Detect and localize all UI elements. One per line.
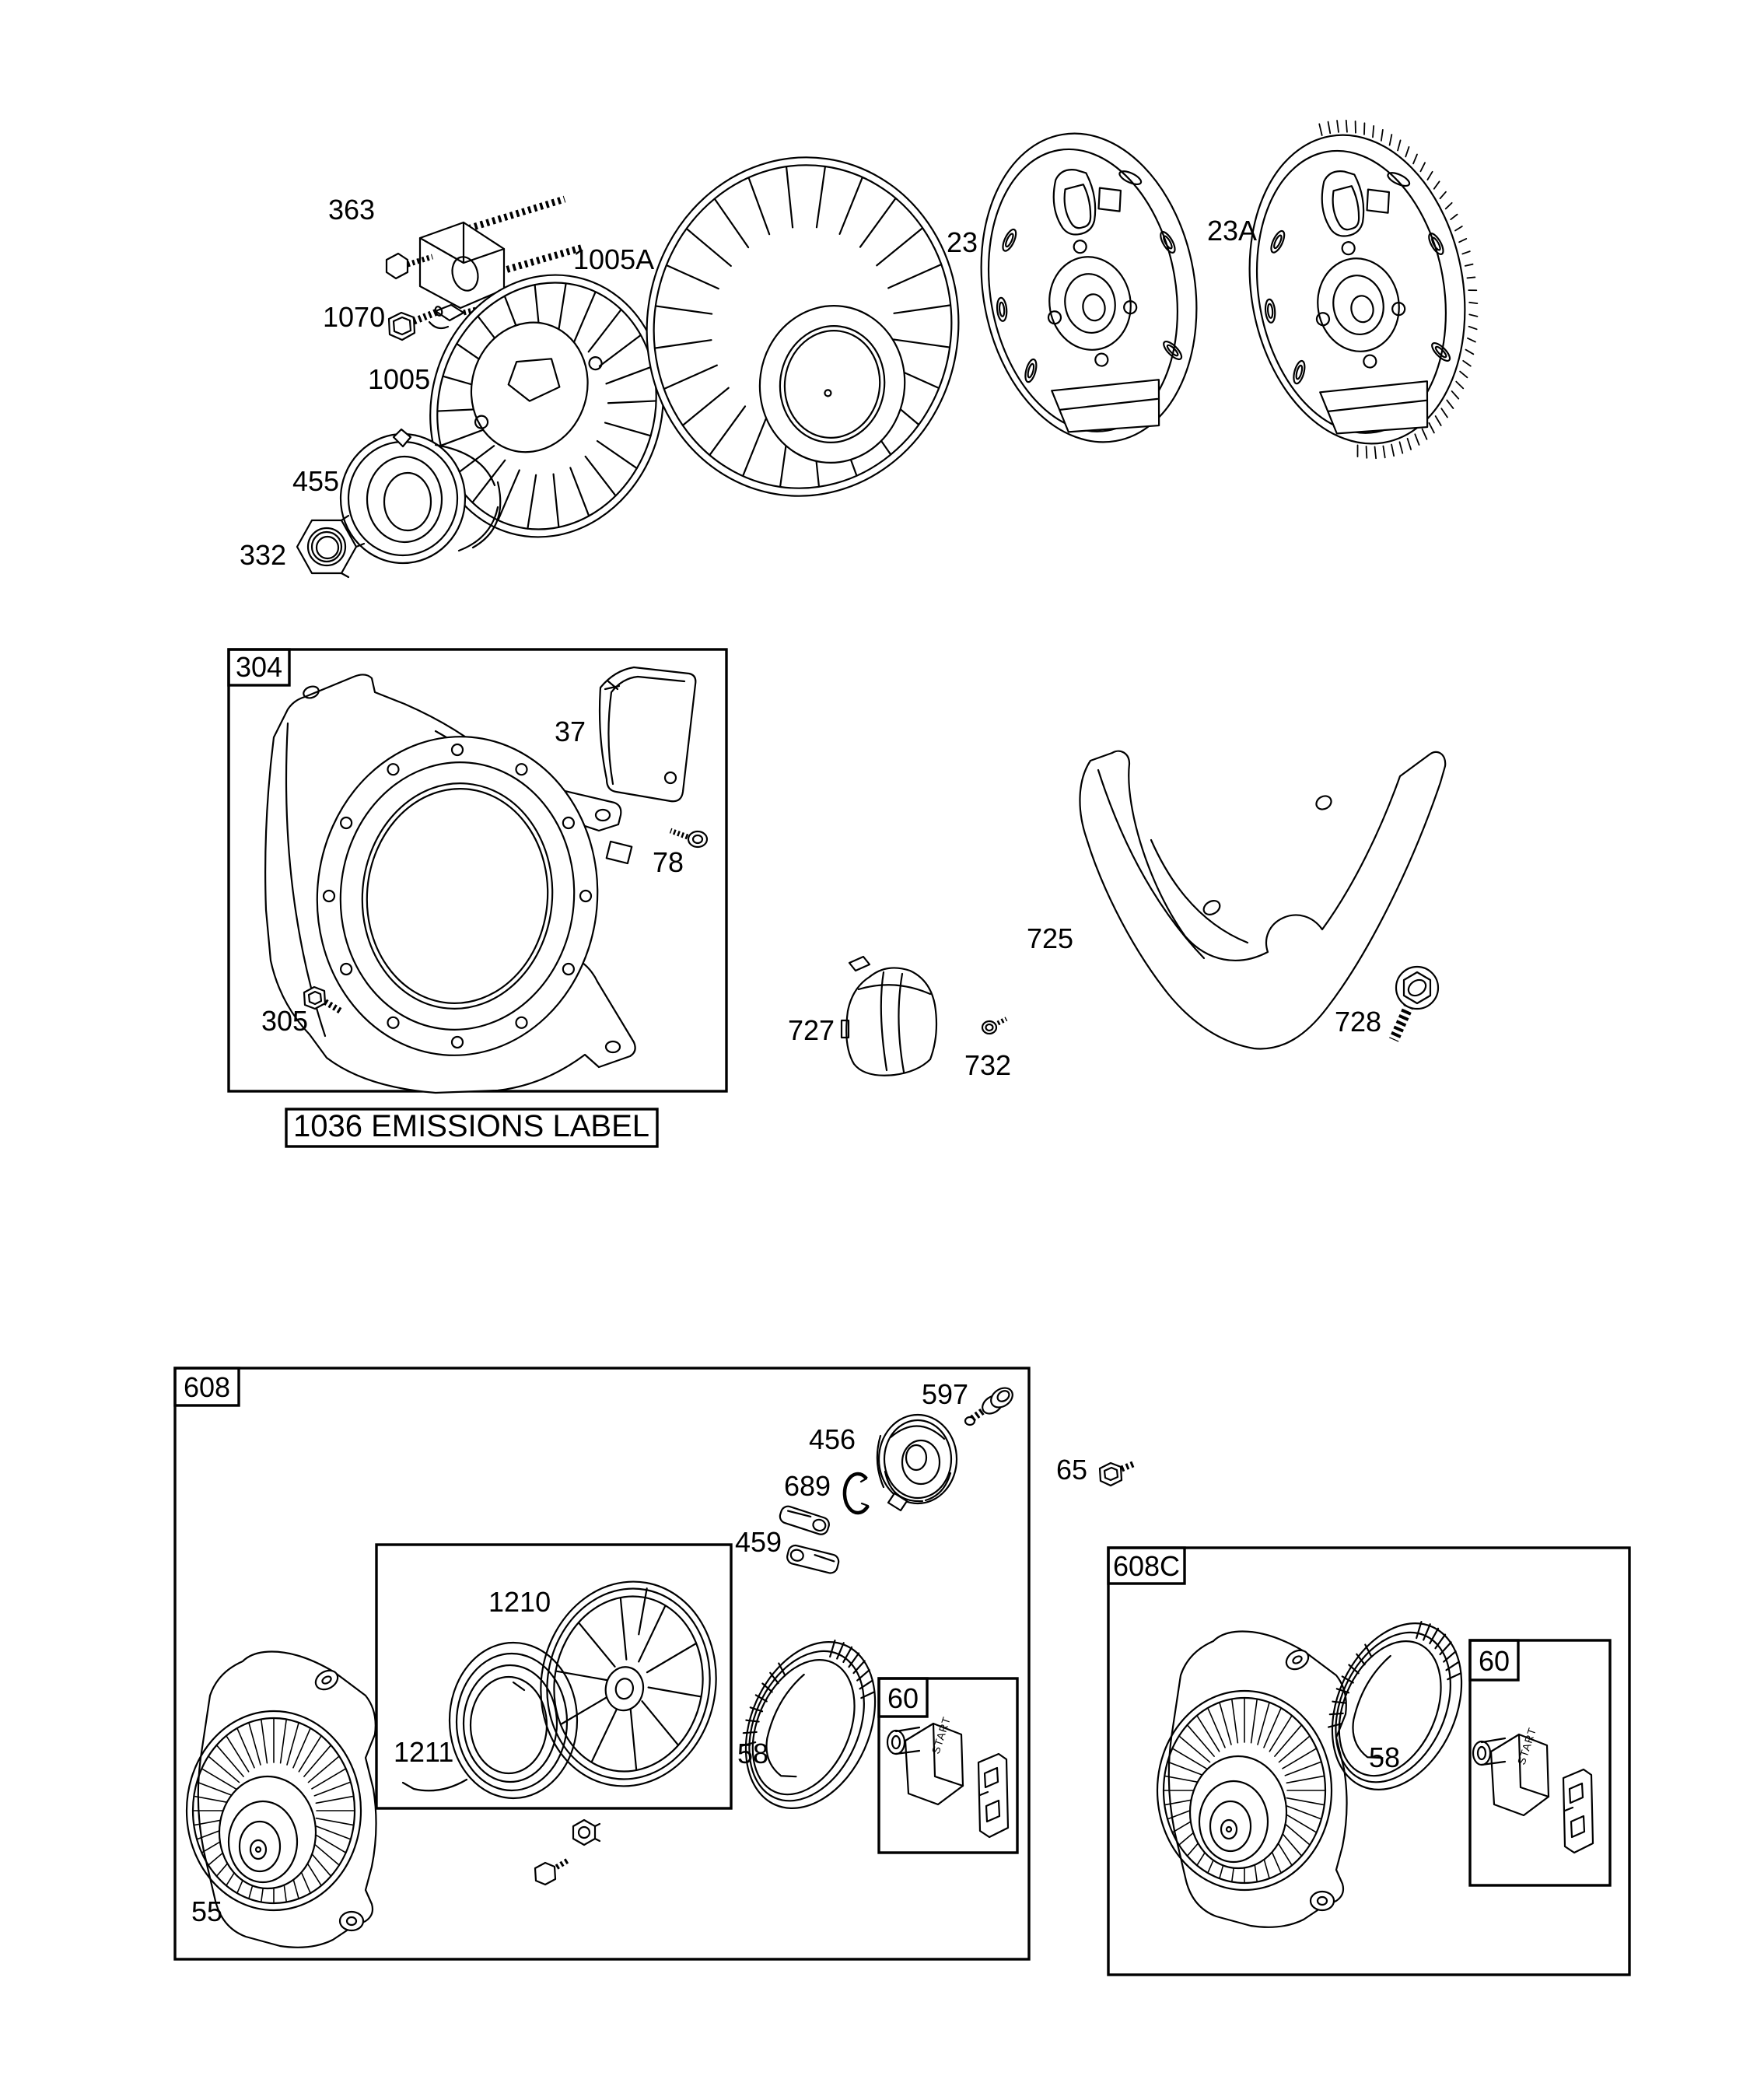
part-78-screw-drawing [670, 831, 707, 847]
callout-332: 332 [240, 539, 287, 571]
callout-455: 455 [292, 465, 340, 497]
callout-728: 728 [1335, 1006, 1382, 1038]
callout-305: 305 [261, 1005, 309, 1037]
part-727-cover-drawing [842, 957, 936, 1076]
part-60-handle-608C-drawing [1473, 1734, 1549, 1815]
part-23-flywheel-drawing [957, 116, 1220, 459]
callout-37: 37 [555, 716, 586, 747]
part-459-pawls-drawing [779, 1504, 841, 1574]
callout-1211: 1211 [394, 1736, 454, 1768]
part-456-clutch-drawing [877, 1415, 957, 1510]
part-728-bolt-drawing [1394, 967, 1438, 1040]
callout-732: 732 [964, 1049, 1012, 1081]
callout-1210: 1210 [488, 1586, 551, 1618]
part-60-rope-guide-608C-drawing [1563, 1769, 1593, 1853]
part-60-handle-drawing [887, 1724, 963, 1804]
part-608C-housing-drawing [1157, 1632, 1347, 1927]
callout-689: 689 [784, 1470, 831, 1502]
part-37-plate-drawing [600, 667, 695, 801]
callout-456: 456 [809, 1423, 856, 1455]
part-60-rope-guide-drawing [978, 1754, 1008, 1837]
box-label-608: 608 [183, 1371, 231, 1403]
box-label-608C: 608C [1112, 1550, 1181, 1582]
part-23A-flywheel-drawing [1226, 117, 1488, 460]
part-597-screw-drawing [965, 1384, 1017, 1425]
callout-1070: 1070 [323, 301, 386, 333]
callout-23: 23 [947, 226, 978, 258]
handle-start-text-608: START [929, 1714, 954, 1755]
part-1210-pulley-drawing [525, 1568, 732, 1801]
callout-58-608C: 58 [1369, 1741, 1401, 1773]
callout-65: 65 [1056, 1454, 1088, 1486]
part-58-rope-drawing [719, 1619, 901, 1829]
box-label-60-608: 60 [887, 1682, 919, 1714]
callout-727: 727 [788, 1014, 835, 1046]
part-1005A-fan-drawing [625, 137, 981, 516]
callout-23A: 23A [1207, 215, 1258, 247]
callout-1005A: 1005A [573, 243, 655, 275]
part-unlabeled-bolt-drawing [535, 1860, 568, 1885]
callout-1005: 1005 [368, 363, 431, 395]
callout-78: 78 [653, 846, 684, 878]
box-label-60-608C: 60 [1478, 1645, 1510, 1677]
callout-459: 459 [735, 1526, 782, 1558]
part-689-retaining-ring-drawing [845, 1474, 868, 1513]
callout-58-608: 58 [737, 1738, 769, 1769]
handle-start-text-608C: START [1514, 1725, 1539, 1766]
part-725-heat-shield-drawing [1080, 751, 1445, 1049]
part-732-screw-drawing [982, 1019, 1006, 1034]
part-65-screw-drawing [1100, 1463, 1134, 1486]
callout-55: 55 [191, 1895, 223, 1927]
callout-363: 363 [328, 194, 376, 226]
box-label-304: 304 [235, 651, 283, 683]
part-unlabeled-nut-drawing [573, 1820, 600, 1845]
callout-725: 725 [1027, 922, 1074, 954]
part-1070-bolt-drawing [389, 306, 443, 340]
callout-597: 597 [922, 1378, 969, 1410]
emissions-label-text: 1036 EMISSIONS LABEL [292, 1109, 650, 1143]
